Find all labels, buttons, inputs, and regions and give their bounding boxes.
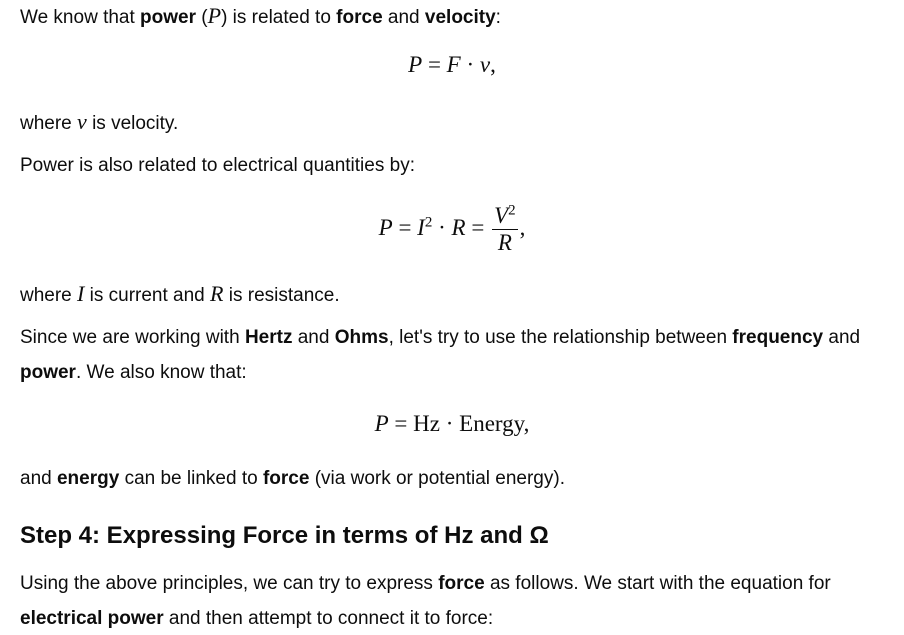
bold-power: power xyxy=(20,362,76,383)
text: and xyxy=(382,7,425,28)
math-comma: , xyxy=(490,52,496,77)
text: Since we are working with xyxy=(20,327,245,348)
math-p: P xyxy=(378,215,393,240)
math-symbol-i: I xyxy=(77,281,85,306)
text: and xyxy=(292,327,335,348)
math-energy: Energy xyxy=(459,411,524,436)
math-symbol-r: R xyxy=(210,281,224,306)
text: and xyxy=(823,327,861,348)
math-equals: = xyxy=(392,215,418,240)
bold-frequency: frequency xyxy=(732,327,824,348)
math-f: F xyxy=(446,52,461,77)
text: , let's try to use the relationship between xyxy=(388,327,733,348)
math-hz: Hz xyxy=(413,411,440,436)
bold-energy: energy xyxy=(56,468,120,489)
bold-force: force xyxy=(336,7,383,28)
math-exponent: 2 xyxy=(508,202,516,219)
math-r: R xyxy=(497,230,512,256)
text: ) is related to xyxy=(221,7,337,28)
text: We know that xyxy=(20,7,141,28)
text: (via work or potential energy). xyxy=(309,468,565,489)
math-exponent: 2 xyxy=(424,214,433,231)
math-comma: , xyxy=(519,215,526,240)
math-equals: = xyxy=(422,52,447,77)
math-v: v xyxy=(479,52,491,77)
text: Power is also related to electrical quantities by: xyxy=(20,155,415,176)
math-equals: = xyxy=(465,215,491,240)
text: and then attempt to connect it to force: xyxy=(163,608,494,629)
equation-power-current-resistance xyxy=(0,196,904,260)
bold-hertz: Hertz xyxy=(244,327,293,348)
paragraph-where-i-r xyxy=(20,282,340,308)
bold-velocity: velocity xyxy=(424,7,496,28)
math-i: I xyxy=(417,215,425,240)
math-symbol-p: P xyxy=(207,3,222,28)
bold-ohms: Ohms xyxy=(334,327,389,348)
equation-power-force-velocity xyxy=(0,52,904,78)
fraction-v-squared-over-r xyxy=(492,203,518,256)
math-symbol-v: v xyxy=(77,109,87,134)
section-heading-step-4: Step 4: Expressing Force in terms of Hz and Ω xyxy=(20,522,549,549)
paragraph-hertz-ohms-line1 xyxy=(20,326,860,350)
text: and xyxy=(20,468,57,489)
equation-power-hz-energy xyxy=(0,411,904,437)
text: where xyxy=(20,113,78,134)
paragraph-electrical-quantities xyxy=(20,154,415,178)
text: is resistance. xyxy=(223,285,340,306)
paragraph-energy-force xyxy=(20,467,565,491)
text: where xyxy=(20,285,78,306)
math-r: R xyxy=(451,215,466,240)
math-equals: = xyxy=(388,411,414,436)
math-comma: , xyxy=(523,411,530,436)
paragraph-power-force-velocity xyxy=(20,4,501,30)
bold-force: force xyxy=(438,573,485,594)
math-dot: · xyxy=(460,52,480,77)
bold-force: force xyxy=(262,468,310,489)
text: ( xyxy=(196,7,208,28)
text: is velocity. xyxy=(86,113,179,134)
fraction-denominator xyxy=(492,229,518,256)
text: . We also know that: xyxy=(75,362,247,383)
text: can be linked to xyxy=(119,468,263,489)
text: : xyxy=(495,7,501,28)
math-dot: · xyxy=(439,411,460,436)
paragraph-express-force-line1 xyxy=(20,572,831,596)
bold-power: power xyxy=(140,7,196,28)
paragraph-express-force-line2 xyxy=(20,607,493,631)
math-p: P xyxy=(374,411,389,436)
paragraph-where-v xyxy=(20,110,178,136)
bold-electrical-power: electrical power xyxy=(20,608,164,629)
text: is current and xyxy=(84,285,211,306)
fraction-numerator xyxy=(492,203,518,229)
text: as follows. We start with the equation for xyxy=(484,573,831,594)
paragraph-hertz-ohms-line2 xyxy=(20,361,247,385)
text: Using the above principles, we can try to express xyxy=(20,573,439,594)
math-v: V xyxy=(494,203,509,229)
math-dot: · xyxy=(432,215,452,240)
math-p: P xyxy=(408,52,423,77)
